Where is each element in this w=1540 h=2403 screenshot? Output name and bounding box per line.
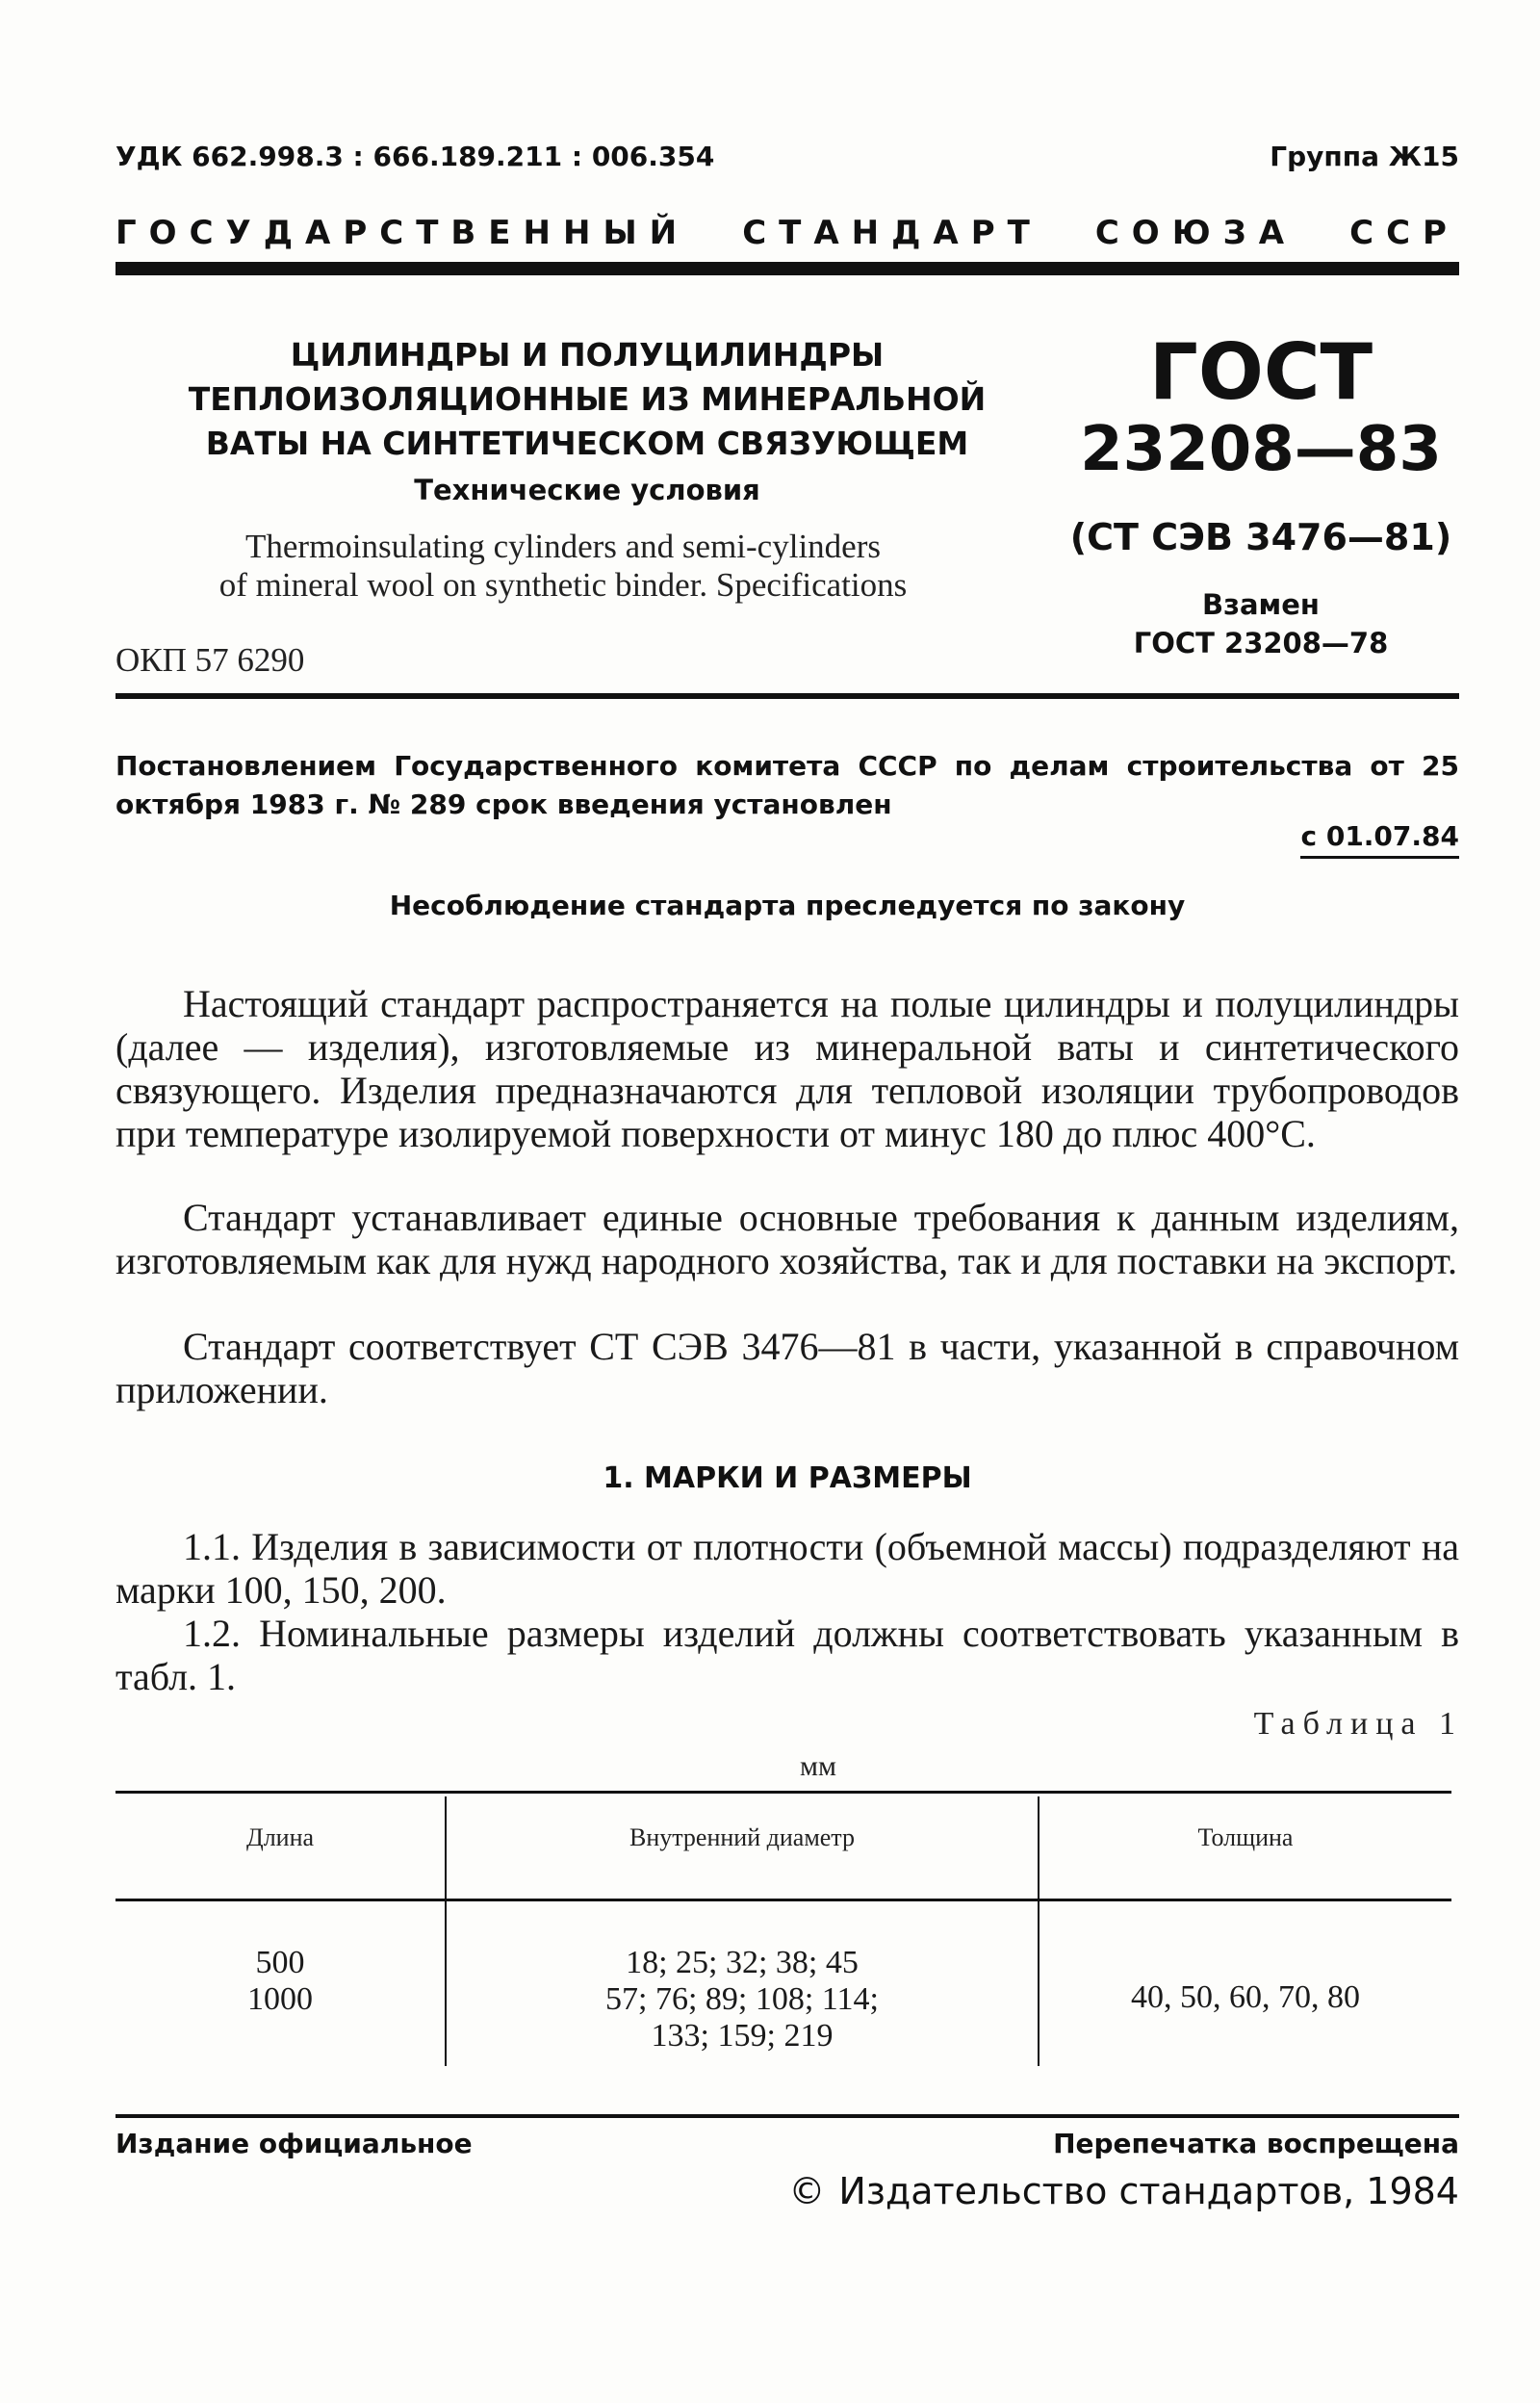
table-caption: Таблица 1	[1253, 1706, 1463, 1742]
gost-label: ГОСТ	[1148, 327, 1373, 417]
banner-word: СТАНДАРТ	[742, 214, 1042, 252]
table-header-length: Длина	[245, 1823, 315, 1851]
state-standard-banner	[116, 214, 1459, 252]
footer-divider	[116, 2114, 1459, 2118]
replaces-label: Взамен	[1202, 588, 1320, 621]
document-subtitle: Технические условия	[414, 474, 760, 506]
gost-number: 23208—83	[1080, 414, 1442, 485]
table-cell-thickness: 40, 50, 60, 70, 80	[1131, 1979, 1360, 2015]
thick-divider	[116, 262, 1459, 275]
table-cell-length	[116, 1945, 445, 2018]
table-header-rule	[116, 1899, 1451, 1901]
table-header-thickness: Толщина	[1197, 1823, 1294, 1851]
udk-code: УДК 662.998.3 : 666.189.211 : 006.354	[116, 141, 715, 172]
diameter-line: 57; 76; 89; 108; 114;	[605, 1981, 879, 2017]
replaces-value: ГОСТ 23208—78	[1133, 627, 1389, 659]
effective-date: с 01.07.84	[1300, 820, 1459, 859]
official-edition-label: Издание официальное	[116, 2128, 473, 2159]
title-line: ВАТЫ НА СИНТЕТИЧЕСКОМ СВЯЗУЮЩЕМ	[205, 425, 969, 462]
table-top-rule	[116, 1791, 1451, 1794]
okp-code: ОКП 57 6290	[116, 641, 305, 679]
table-cell-diameter	[447, 1945, 1038, 2054]
publisher-name: Издательство стандартов, 1984	[838, 2170, 1459, 2212]
clause-paragraph: 1.1. Изделия в зависимости от плотности (объемной массы) подразделяют на марки 100, 150, 200.	[116, 1525, 1459, 1612]
title-line: ТЕПЛОИЗОЛЯЦИОННЫЕ ИЗ МИНЕРАЛЬНОЙ	[188, 380, 987, 418]
header-divider	[116, 693, 1459, 699]
banner-word: ГОСУДАРСТВЕННЫЙ	[116, 214, 690, 252]
body-paragraph: Настоящий стандарт распространяется на полые цилиндры и полуцилиндры (далее — изделия), изготовляемые из минеральной ваты и синтетического связующего. Изделия предназначаются для тепловой изоляции трубопроводов при температуре изолируемой поверхности от минус 180 до плюс 400°С.	[116, 982, 1459, 1155]
title-line: ЦИЛИНДРЫ И ПОЛУЦИЛИНДРЫ	[290, 336, 885, 374]
group-code: Группа Ж15	[1270, 141, 1459, 172]
body-paragraph: Стандарт соответствует СТ СЭВ 3476—81 в части, указанной в справочном приложении.	[116, 1325, 1459, 1411]
banner-word: ССР	[1349, 214, 1459, 252]
section-heading: 1. МАРКИ И РАЗМЕРЫ	[603, 1461, 972, 1495]
diameter-line: 18; 25; 32; 38; 45	[626, 1945, 859, 1980]
replaces-block	[1059, 585, 1463, 662]
length-value: 1000	[247, 1981, 313, 2017]
diameter-line: 133; 159; 219	[651, 2018, 834, 2054]
publisher-line	[788, 2170, 1459, 2212]
table-header-inner-diameter: Внутренний диаметр	[629, 1823, 855, 1851]
document-title	[173, 333, 1001, 466]
english-title-line: of mineral wool on synthetic binder. Specifications	[218, 566, 908, 604]
table-unit: мм	[800, 1750, 836, 1782]
banner-word: СОЮЗА	[1094, 214, 1297, 252]
clause-paragraph: 1.2. Номинальные размеры изделий должны соответствовать указанным в табл. 1.	[116, 1612, 1459, 1698]
copyright-icon: ©	[788, 2170, 826, 2212]
english-title-line: Thermoinsulating cylinders and semi-cylinders	[245, 528, 881, 565]
reprint-prohibited-label: Перепечатка воспрещена	[1053, 2128, 1459, 2159]
st-sev-reference: (СТ СЭВ 3476—81)	[1069, 516, 1452, 558]
length-value: 500	[255, 1945, 305, 1980]
body-paragraph: Стандарт устанавливает единые основные требования к данным изделиям, изготовляемым как для нужд народного хозяйства, так и для поставки на экспорт.	[116, 1196, 1459, 1282]
english-title	[106, 528, 1020, 605]
decree-text: Постановлением Государственного комитета СССР по делам строительства от 25 октября 1983 г. № 289 срок введения установлен	[116, 750, 1459, 820]
noncompliance-notice: Несоблюдение стандарта преследуется по закону	[389, 890, 1186, 921]
